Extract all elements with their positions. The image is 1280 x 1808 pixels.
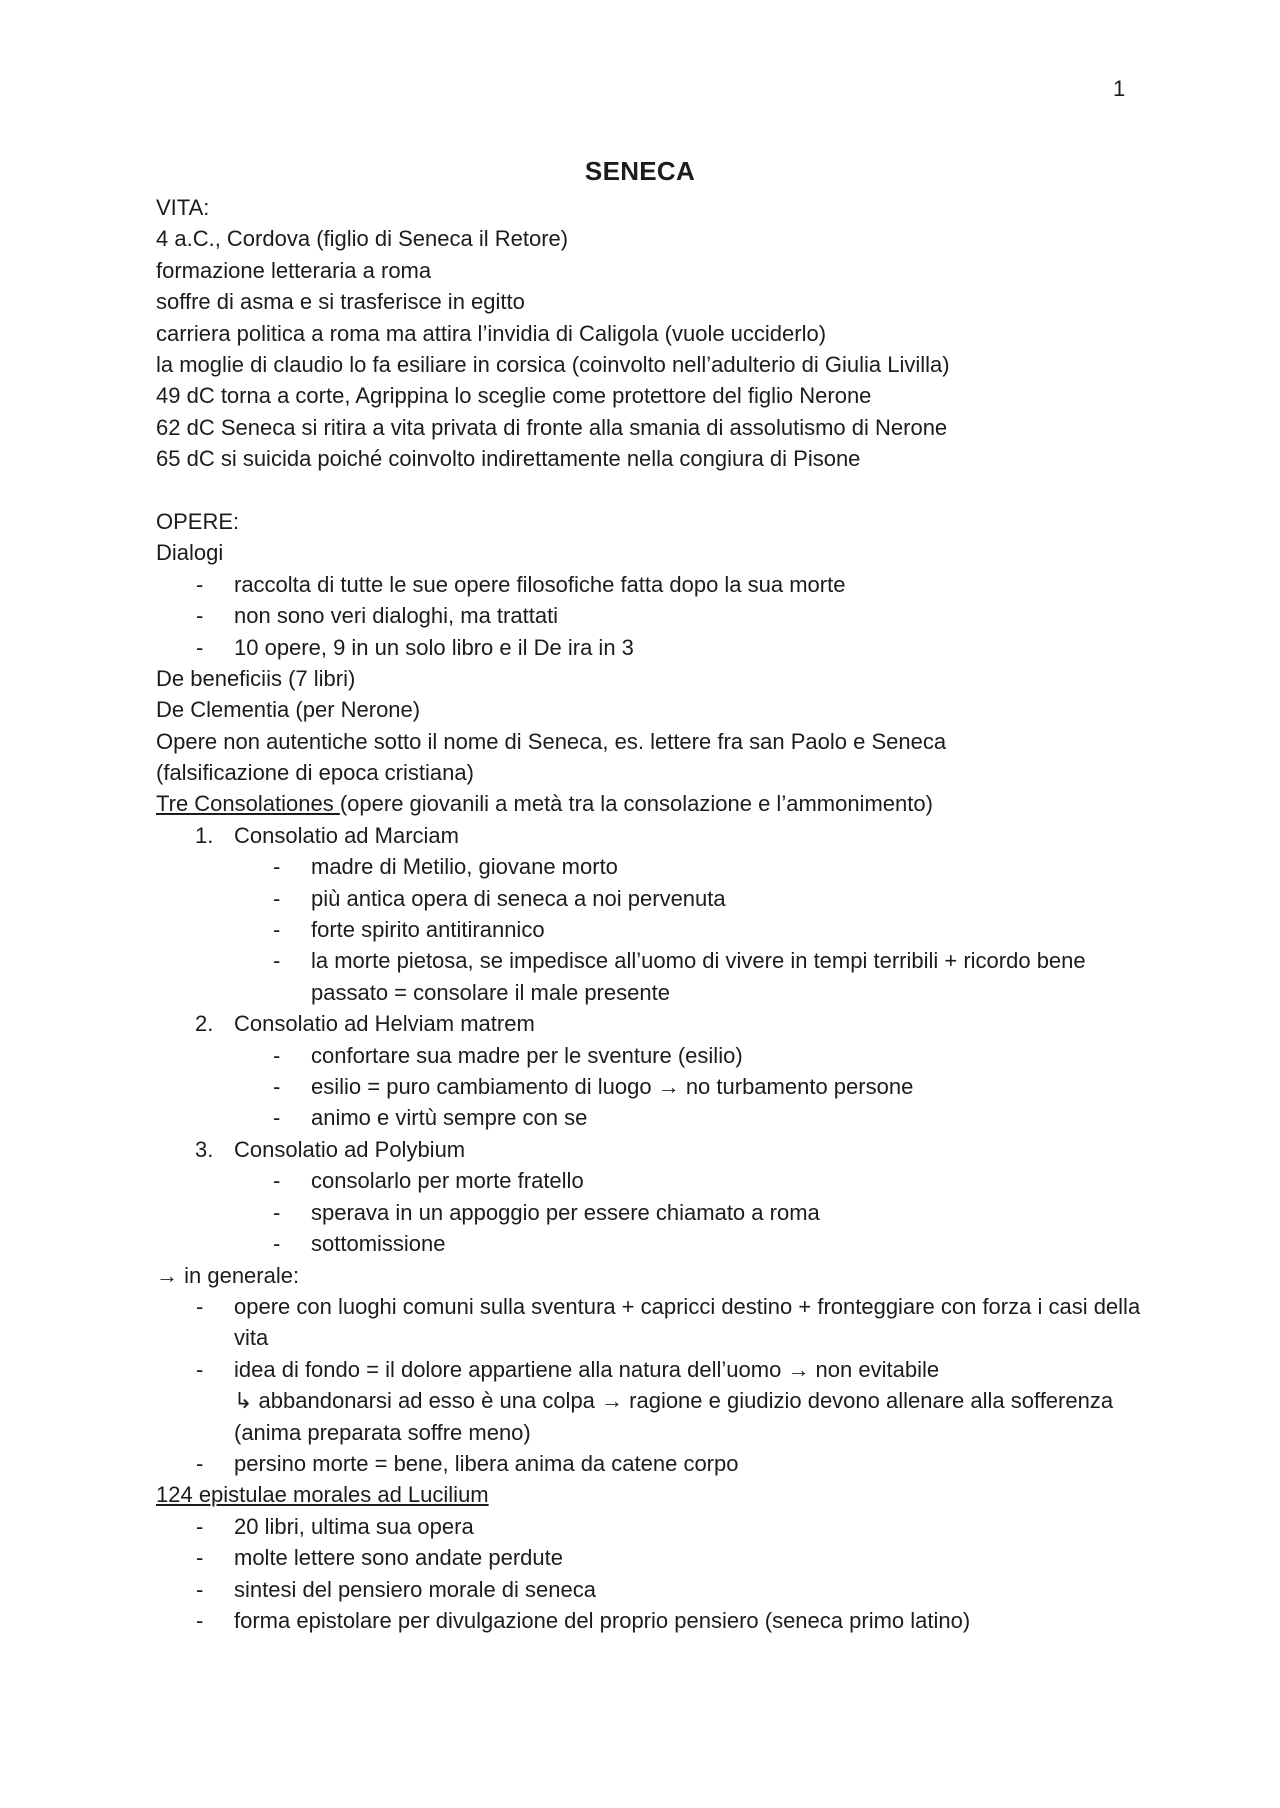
section-spacer	[156, 475, 1156, 506]
numbered-item-title: Consolatio ad Helviam matrem	[234, 1011, 535, 1037]
item-number: 2.	[195, 1011, 214, 1037]
bullet-dash: -	[273, 1231, 281, 1257]
list-item-text: la morte pietosa, se impedisce all’uomo di vivere in tempi terribili + ricordo bene passato = consolare il male presente	[311, 948, 1086, 1005]
consolationes-heading	[156, 788, 1156, 819]
numbered-item-title: Consolatio ad Polybium	[234, 1136, 466, 1162]
list-item	[156, 1165, 1156, 1196]
vita-line: 49 dC torna a corte, Agrippina lo sceglie come protettore del figlio Nerone	[156, 383, 872, 409]
bullet-dash: -	[196, 571, 204, 597]
bullet-dash: -	[273, 1199, 281, 1225]
list-item	[156, 1291, 1156, 1354]
bullet-dash: -	[196, 1545, 204, 1571]
list-item	[156, 1040, 1156, 1071]
item-number: 1.	[195, 822, 214, 848]
list-item-text: persino morte = bene, libera anima da catene corpo	[234, 1450, 739, 1476]
non-autentiche-line: Opere non autentiche sotto il nome di Seneca, es. lettere fra san Paolo e Seneca	[156, 728, 947, 754]
non-autentiche-line: (falsificazione di epoca cristiana)	[156, 760, 474, 786]
opere-heading: OPERE:	[156, 508, 240, 534]
list-item-text: opere con luoghi comuni sulla sventura + capricci destino + fronteggiare con forza i casi della vita	[234, 1293, 1141, 1351]
list-item-text: non sono veri dialoghi, ma trattati	[234, 603, 559, 629]
vita-line: la moglie di claudio lo fa esiliare in corsica (coinvolto nell’adulterio di Giulia Livilla)	[156, 351, 950, 377]
vita-line: carriera politica a roma ma attira l’invidia di Caligola (vuole ucciderlo)	[156, 320, 827, 346]
vita-line: soffre di asma e si trasferisce in egitto	[156, 289, 525, 315]
list-item	[156, 883, 1156, 914]
page-number: 1	[1113, 76, 1126, 101]
list-item-text: madre di Metilio, giovane morto	[311, 854, 618, 880]
vita-section	[156, 192, 1156, 475]
opere-section	[156, 506, 1156, 1636]
bullet-dash: -	[273, 1105, 281, 1131]
bullet-dash: -	[273, 948, 281, 974]
list-item	[156, 1354, 1156, 1385]
list-item-text: 10 opere, 9 in un solo libro e il De ira in 3	[234, 634, 634, 660]
bullet-dash: -	[196, 1356, 204, 1382]
list-item	[156, 1071, 1156, 1102]
list-item-text: sintesi del pensiero morale di seneca	[234, 1576, 596, 1602]
list-item	[156, 1574, 1156, 1605]
item-number: 3.	[195, 1136, 214, 1162]
list-item-text: sottomissione	[311, 1231, 446, 1257]
list-item	[156, 1102, 1156, 1133]
epistulae-title: 124 epistulae morales ad Lucilium	[156, 1482, 489, 1508]
bullet-dash: -	[196, 1293, 204, 1319]
list-item	[156, 1605, 1156, 1636]
numbered-item	[156, 820, 1156, 851]
vita-line: 4 a.C., Cordova (figlio di Seneca il Retore)	[156, 226, 569, 252]
list-item-text: forte spirito antitirannico	[311, 917, 545, 943]
list-item	[156, 945, 1156, 1008]
list-item	[156, 569, 1156, 600]
numbered-item	[156, 1134, 1156, 1165]
list-item	[156, 851, 1156, 882]
list-item-text: idea di fondo = il dolore appartiene alla natura dell’uomo → non evitabile	[234, 1356, 940, 1382]
bullet-dash: -	[196, 1513, 204, 1539]
epistulae-heading	[156, 1479, 1156, 1510]
sub-note: ↳ abbandonarsi ad esso è una colpa → ragione e giudizio devono allenare alla sofferenza (anima preparata soffre meno)	[234, 1388, 1114, 1445]
list-item	[156, 632, 1156, 663]
bullet-dash: -	[196, 603, 204, 629]
bullet-dash: -	[273, 1042, 281, 1068]
list-item	[156, 1228, 1156, 1259]
vita-line: formazione letteraria a roma	[156, 257, 432, 283]
bullet-dash: -	[273, 1168, 281, 1194]
bullet-dash: -	[273, 885, 281, 911]
list-item	[156, 1542, 1156, 1573]
bullet-dash: -	[196, 1576, 204, 1602]
numbered-item-title: Consolatio ad Marciam	[234, 822, 459, 848]
list-item-text: sperava in un appoggio per essere chiamato a roma	[311, 1199, 820, 1225]
document-body	[156, 192, 1156, 1636]
list-item-text: raccolta di tutte le sue opere filosofiche fatta dopo la sua morte	[234, 571, 846, 597]
dialogi-title: Dialogi	[156, 540, 224, 566]
vita-heading: VITA:	[156, 195, 210, 220]
document-title: SENECA	[584, 156, 696, 186]
list-item	[156, 914, 1156, 945]
list-item	[156, 1197, 1156, 1228]
list-item	[156, 600, 1156, 631]
bullet-dash: -	[196, 1450, 204, 1476]
list-item	[156, 1511, 1156, 1542]
numbered-item	[156, 1008, 1156, 1039]
de-clementia: De Clementia (per Nerone)	[156, 697, 421, 723]
de-beneficiis: De beneficiis (7 libri)	[156, 665, 356, 691]
bullet-dash: -	[273, 917, 281, 943]
list-item-text: 20 libri, ultima sua opera	[234, 1513, 474, 1539]
vita-line: 62 dC Seneca si ritira a vita privata di fronte alla smania di assolutismo di Nerone	[156, 414, 948, 440]
bullet-dash: -	[196, 1607, 204, 1633]
list-item-text: confortare sua madre per le sventure (esilio)	[311, 1042, 743, 1068]
list-item-text: consolarlo per morte fratello	[311, 1168, 584, 1194]
list-item-text: animo e virtù sempre con se	[311, 1105, 588, 1131]
consolationes-title: Tre Consolationes	[156, 791, 340, 817]
list-item	[156, 1448, 1156, 1479]
list-item-text: molte lettere sono andate perdute	[234, 1545, 564, 1571]
list-item-text: forma epistolare per divulgazione del proprio pensiero (seneca primo latino)	[234, 1607, 971, 1633]
bullet-dash: -	[196, 634, 204, 660]
list-item-text: più antica opera di seneca a noi pervenuta	[311, 885, 726, 911]
vita-line: 65 dC si suicida poiché coinvolto indirettamente nella congiura di Pisone	[156, 446, 861, 472]
consolationes-subtitle: (opere giovanili a metà tra la consolazione e l’ammonimento)	[339, 791, 933, 817]
list-item-text: esilio = puro cambiamento di luogo → no turbamento persone	[311, 1074, 914, 1100]
bullet-dash: -	[273, 854, 281, 880]
in-generale-heading: → in generale:	[156, 1262, 300, 1288]
bullet-dash: -	[273, 1074, 281, 1100]
